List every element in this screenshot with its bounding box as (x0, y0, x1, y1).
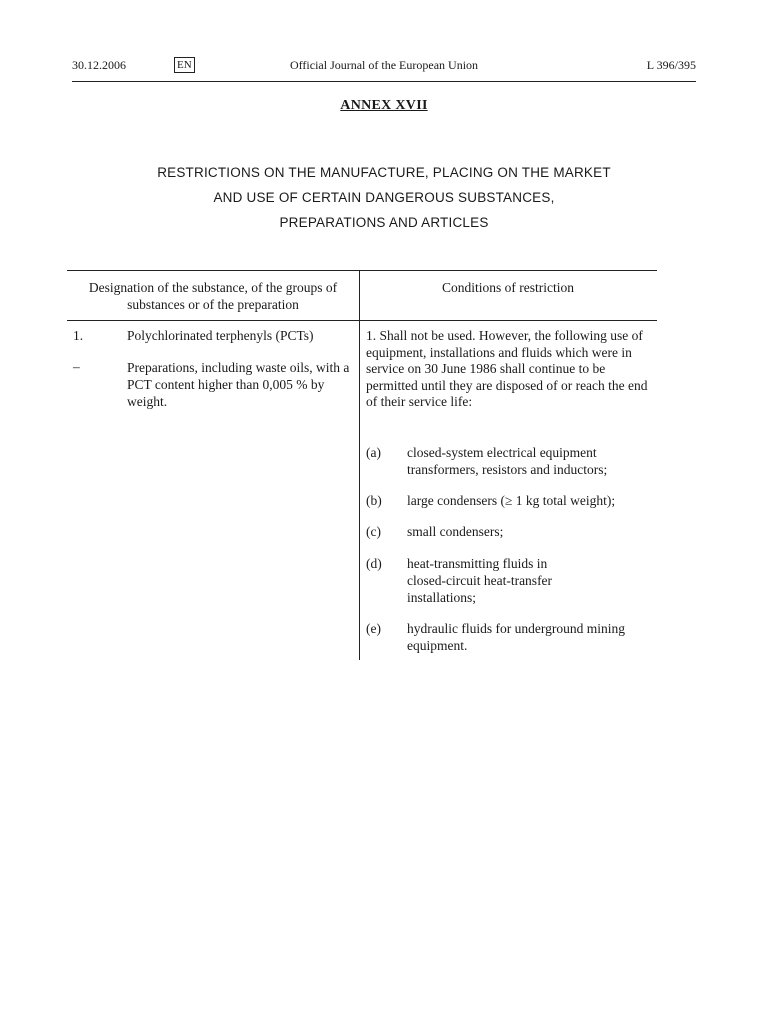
language-badge: EN (174, 57, 195, 73)
item-letter: (d) (366, 556, 382, 571)
publication-date: 30.12.2006 (72, 58, 126, 72)
column-header-conditions: Conditions of restriction (442, 280, 574, 295)
header-divider (72, 81, 696, 82)
item-letter: (b) (366, 493, 382, 508)
table-top-rule (67, 270, 657, 271)
item-text: hydraulic fluids for underground mining equipment. (407, 621, 625, 653)
document-title (0, 160, 768, 235)
column-header-designation: Designation of the substance, of the groups of substances or of the preparation (88, 280, 338, 312)
item-text: large condensers (≥ 1 kg total weight); (407, 493, 616, 508)
item-letter: (e) (366, 621, 381, 636)
item-letter: (c) (366, 524, 381, 539)
journal-title: Official Journal of the European Union (289, 58, 479, 72)
item-letter: (a) (366, 445, 381, 460)
item-text: small condensers; (407, 524, 504, 539)
dash-marker: – (73, 359, 80, 374)
table-header-rule (67, 320, 657, 321)
title-line: RESTRICTIONS ON THE MANUFACTURE, PLACING ON THE MARKET (157, 165, 611, 180)
item-text: heat-transmitting fluids in closed-circuit heat-transfer installations; (407, 556, 553, 605)
restrictions-table (67, 270, 657, 660)
page-header (72, 58, 696, 78)
annex-title: ANNEX XVII (340, 98, 428, 113)
page-reference: L 396/395 (646, 58, 696, 72)
table-column-divider (359, 270, 360, 660)
title-line: AND USE OF CERTAIN DANGEROUS SUBSTANCES, (213, 190, 555, 205)
condition-intro: 1. Shall not be used. However, the following use of equipment, installations and fluids which were in service on 30 June 1986 shall continue to be permitted until they are disposed of or reach the end of their service life: (366, 328, 648, 410)
entry-number: 1. (73, 328, 84, 343)
title-line: PREPARATIONS AND ARTICLES (279, 215, 489, 230)
item-text: closed-system electrical equipment transformers, resistors and inductors; (407, 445, 608, 477)
preparations-description: Preparations, including waste oils, with a PCT content higher than 0,005 % by weight. (127, 360, 350, 409)
substance-name: Polychlorinated terphenyls (PCTs) (127, 328, 314, 343)
